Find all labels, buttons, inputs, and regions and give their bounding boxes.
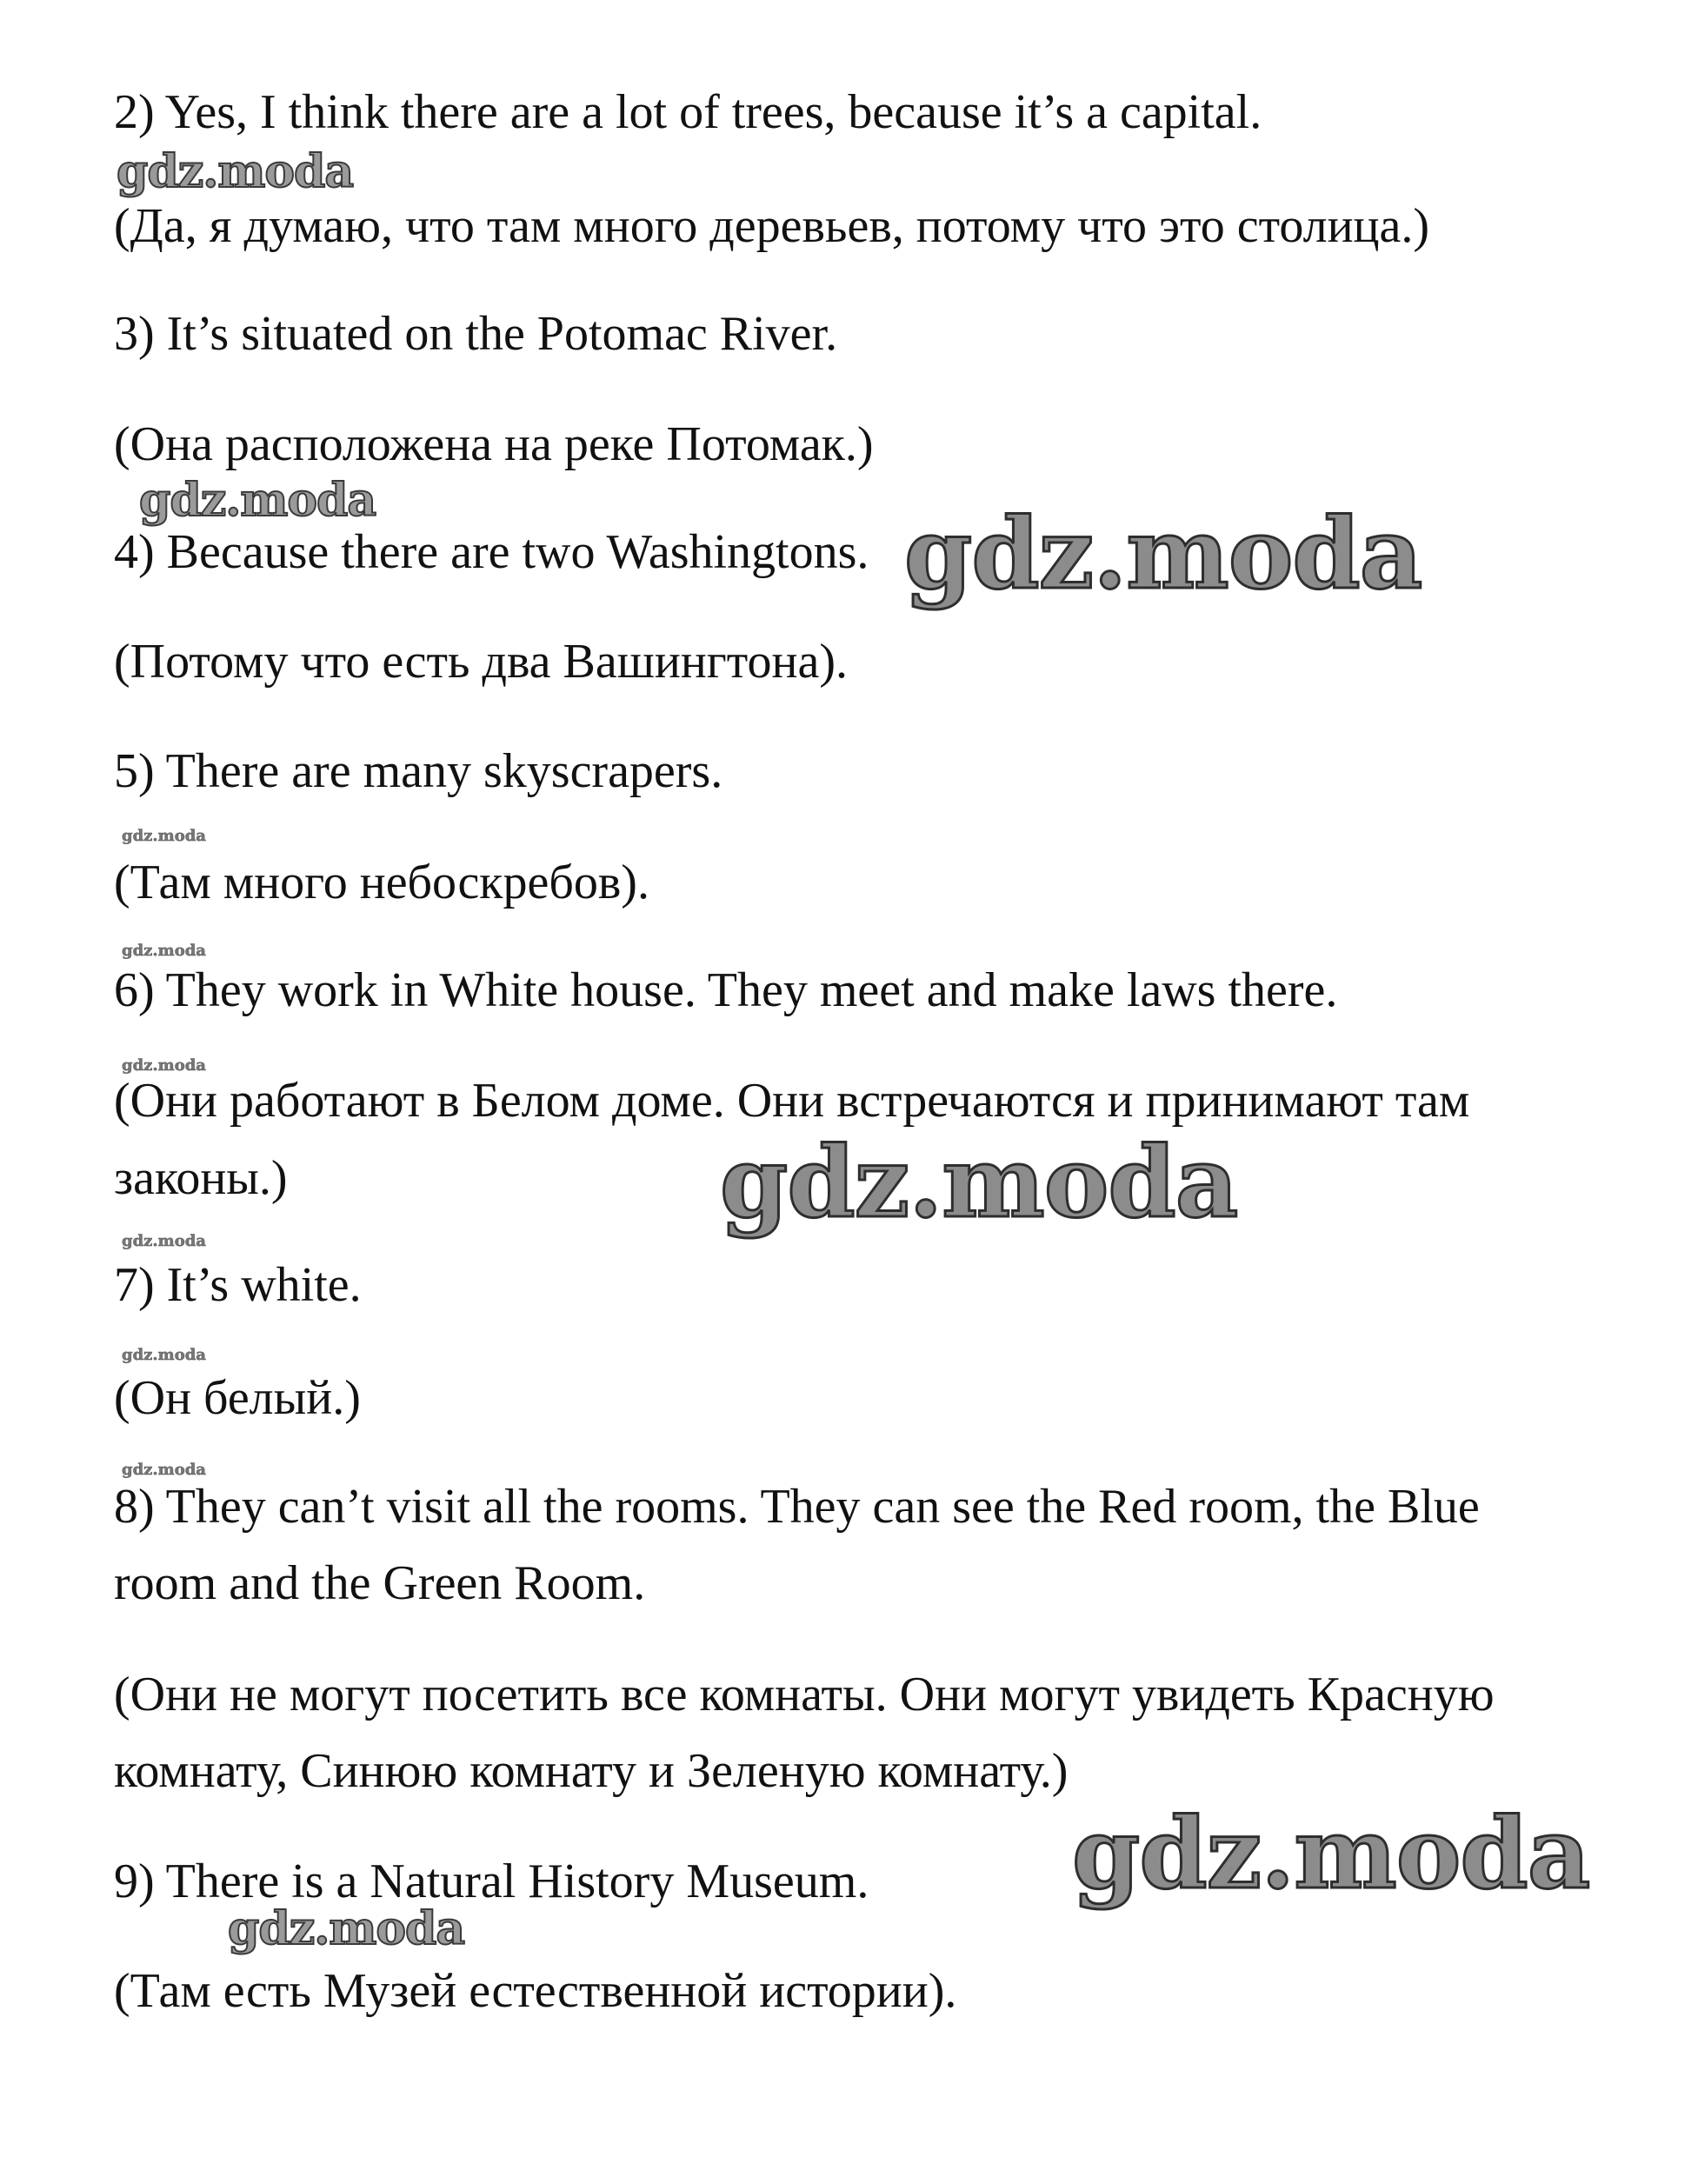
watermark-logo: gdz.moda (904, 497, 1422, 611)
watermark-logo: gdz.moda (122, 1232, 206, 1250)
watermark-logo: gdz.moda (122, 1346, 206, 1364)
answer-6-translation-line-1: (Они работают в Белом доме. Они встречаются и принимают там (114, 1074, 1470, 1128)
watermark-logo: gdz.moda (139, 474, 376, 527)
answer-4-translation: (Потому что есть два Вашингтона). (114, 635, 848, 689)
watermark-logo: gdz.moda (720, 1126, 1238, 1240)
watermark-logo: gdz.moda (228, 1902, 465, 1955)
answer-8-translation-line-2: комнату, Синюю комнату и Зеленую комнату.) (114, 1744, 1069, 1798)
watermark-logo: gdz.moda (122, 827, 206, 845)
answer-8-translation-line-1: (Они не могут посетить все комнаты. Они могут увидеть Красную (114, 1668, 1495, 1721)
answer-7-translation: (Он белый.) (114, 1371, 361, 1425)
answer-6: 6) They work in White house. They meet and make laws there. (114, 963, 1338, 1017)
answer-2: 2) Yes, I think there are a lot of trees, because it’s a capital. (114, 85, 1262, 139)
watermark-logo: gdz.moda (122, 1056, 206, 1075)
watermark-logo: gdz.moda (122, 1461, 206, 1479)
watermark-logo: gdz.moda (117, 145, 354, 198)
answer-8-line-1: 8) They can’t visit all the rooms. They can see the Red room, the Blue (114, 1480, 1480, 1534)
answer-2-translation: (Да, я думаю, что там много деревьев, потому что это столица.) (114, 199, 1430, 253)
answer-9-translation: (Там есть Музей естественной истории). (114, 1964, 957, 2018)
answer-3-translation: (Она расположена на реке Потомак.) (114, 417, 874, 471)
answer-7: 7) It’s white. (114, 1258, 362, 1312)
answer-6-translation-line-2: законы.) (114, 1151, 288, 1205)
answer-5-translation: (Там много небоскребов). (114, 856, 649, 909)
answer-3: 3) It’s situated on the Potomac River. (114, 307, 838, 361)
answer-9: 9) There is a Natural History Museum. (114, 1854, 869, 1908)
watermark-logo: gdz.moda (122, 942, 206, 960)
answer-8-line-2: room and the Green Room. (114, 1556, 646, 1610)
answer-5: 5) There are many skyscrapers. (114, 744, 723, 798)
answer-4: 4) Because there are two Washingtons. (114, 525, 869, 579)
watermark-logo: gdz.moda (1072, 1797, 1590, 1911)
